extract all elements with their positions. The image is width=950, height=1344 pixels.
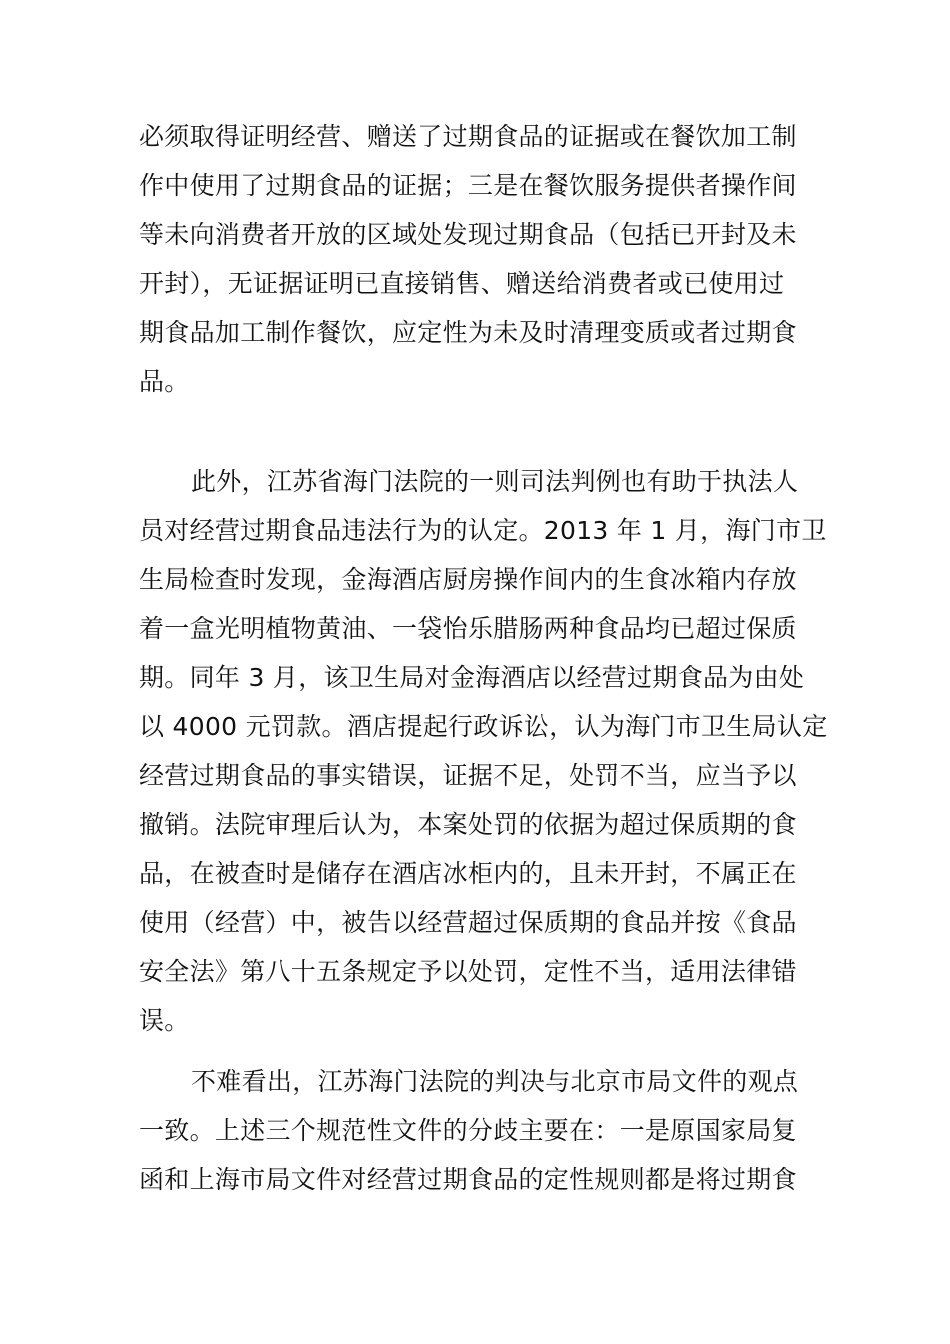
text-line: 撤销。法院审理后认为，本案处罚的依据为超过保质期的食	[139, 810, 797, 839]
text-line: 品，在被查时是储存在酒店冰柜内的，且未开封，不属正在	[139, 859, 797, 888]
text-line: 必须取得证明经营、赠送了过期食品的证据或在餐饮加工制	[139, 122, 797, 151]
text-line: 经营过期食品的事实错误，证据不足，处罚不当，应当予以	[139, 761, 797, 790]
text-line: 品。	[139, 367, 190, 396]
text-line: 安全法》第八十五条规定予以处罚，定性不当，适用法律错	[139, 957, 797, 986]
text-line: 以 4000 元罚款。酒店提起行政诉讼，认为海门市卫生局认定	[139, 712, 828, 741]
text-line: 作中使用了过期食品的证据；三是在餐饮服务提供者操作间	[139, 171, 797, 200]
text-line: 期。同年 3 月，该卫生局对金海酒店以经营过期食品为由处	[139, 663, 805, 692]
text-line: 函和上海市局文件对经营过期食品的定性规则都是将过期食	[139, 1165, 797, 1194]
text-line: 误。	[139, 1006, 190, 1035]
text-line: 生局检查时发现，金海酒店厨房操作间内的生食冰箱内存放	[139, 565, 797, 594]
text-line: 一致。上述三个规范性文件的分歧主要在：一是原国家局复	[139, 1116, 797, 1145]
text-line: 此外，江苏省海门法院的一则司法判例也有助于执法人	[191, 467, 799, 496]
text-line: 等未向消费者开放的区域处发现过期食品（包括已开封及未	[139, 220, 797, 249]
paragraph-1	[139, 112, 829, 406]
text-line: 使用（经营）中，被告以经营超过保质期的食品并按《食品	[139, 908, 797, 937]
paragraph-3	[139, 1057, 829, 1204]
text-line: 不难看出，江苏海门法院的判决与北京市局文件的观点	[191, 1067, 799, 1096]
text-line: 期食品加工制作餐饮，应定性为未及时清理变质或者过期食	[139, 318, 797, 347]
text-line: 开封），无证据证明已直接销售、赠送给消费者或已使用过	[139, 269, 785, 298]
text-line: 员对经营过期食品违法行为的认定。2013 年 1 月，海门市卫	[139, 516, 827, 545]
paragraph-2	[139, 457, 829, 1045]
text-line: 着一盒光明植物黄油、一袋怡乐腊肠两种食品均已超过保质	[139, 614, 797, 643]
